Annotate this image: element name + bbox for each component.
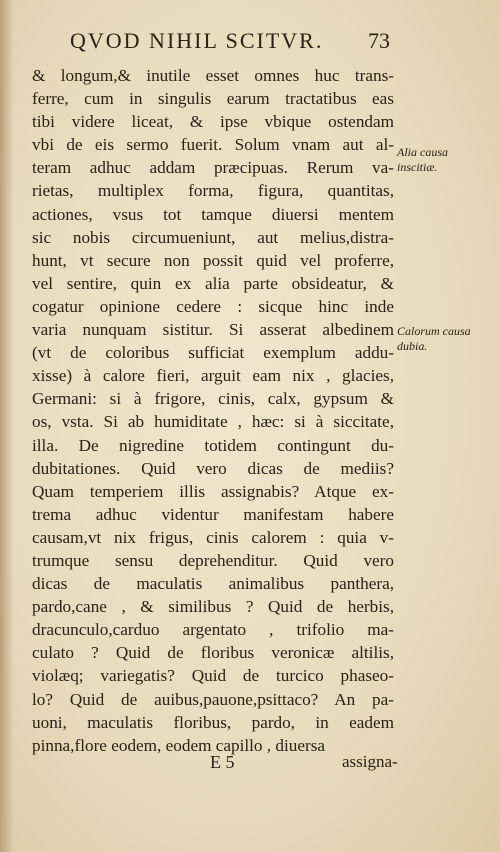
text-line: vbi de eis sermo fuerit. Solum vnam aut al- — [32, 135, 394, 155]
text-line: trema adhuc videntur manifestam habere — [32, 504, 394, 524]
page-number: 73 — [368, 28, 390, 53]
body-text — [32, 64, 394, 757]
text-line: actiones, vsus tot tamque diuersi mentem — [32, 204, 394, 224]
text-line: & longum,& inutile esset omnes huc trans- — [32, 66, 394, 85]
text-line: pinna,flore eodem, eodem capillo , diuersa — [32, 735, 326, 755]
signature-mark: E 5 — [210, 752, 235, 772]
text-line: uoni, maculatis floribus, pardo, in eadem — [32, 712, 394, 732]
text-line: dubitationes. Quid vero dicas de mediis? — [32, 458, 394, 478]
text-line: hunt, vt secure non possit quid vel proferre, — [32, 250, 394, 270]
text-line: trumque sensu deprehenditur. Quid vero — [32, 550, 394, 570]
running-title: QVOD NIHIL SCITVR. — [70, 28, 324, 53]
text-line: os, vsta. Si ab humiditate , hæc: si à siccitate, — [32, 412, 394, 432]
text-line: violæq; variegatis? Quid de turcico phaseo- — [32, 666, 394, 686]
text-line: varia nunquam sistitur. Si asserat albedinem — [32, 320, 394, 340]
catchword: assigna- — [342, 752, 398, 771]
text-line: (vt de coloribus sufficiat exemplum addu- — [32, 343, 394, 363]
text-line: pardo,cane , & similibus ? Quid de herbis, — [32, 597, 394, 617]
text-line: culato ? Quid de floribus veronicæ altilis, — [32, 643, 394, 663]
margin-note: Alia causa inscitiæ. — [397, 145, 448, 174]
text-line: xisse) à calore fieri, arguit eam nix , glacies, — [32, 366, 394, 386]
text-line: dicas de maculatis animalibus panthera, — [32, 574, 394, 594]
text-line: vel sentire, quin ex alia parte obsideatur, & — [32, 273, 394, 293]
text-line: teram adhuc addam præcipuas. Rerum va- — [32, 158, 394, 178]
text-line: tibi videre liceat, & ipse vbique ostendam — [32, 112, 394, 132]
text-line: ferre, cum in singulis earum tractatibus eas — [32, 89, 394, 109]
text-line: illa. De nigredine totidem contingunt du- — [32, 435, 394, 455]
margin-note: Calorum causa dubia. — [397, 324, 471, 353]
text-line: Germani: si à frigore, cinis, calx, gypsum & — [32, 389, 394, 409]
text-line: cogatur opinione cedere : sicque hinc inde — [32, 296, 394, 316]
text-line: causam,vt nix frigus, cinis calorem : quia v- — [32, 527, 394, 547]
text-line: lo? Quid de auibus,pauone,psittaco? An pa- — [32, 689, 394, 709]
text-line: sic nobis circumueniunt, aut melius,distra- — [32, 227, 394, 247]
text-line: Quam temperiem illis assignabis? Atque ex- — [32, 481, 394, 501]
text-line: dracunculo,carduo argentato , trifolio ma- — [32, 620, 394, 640]
text-line: rietas, multiplex forma, figura, quantitas, — [32, 181, 394, 201]
page-gutter-shadow — [0, 0, 14, 852]
